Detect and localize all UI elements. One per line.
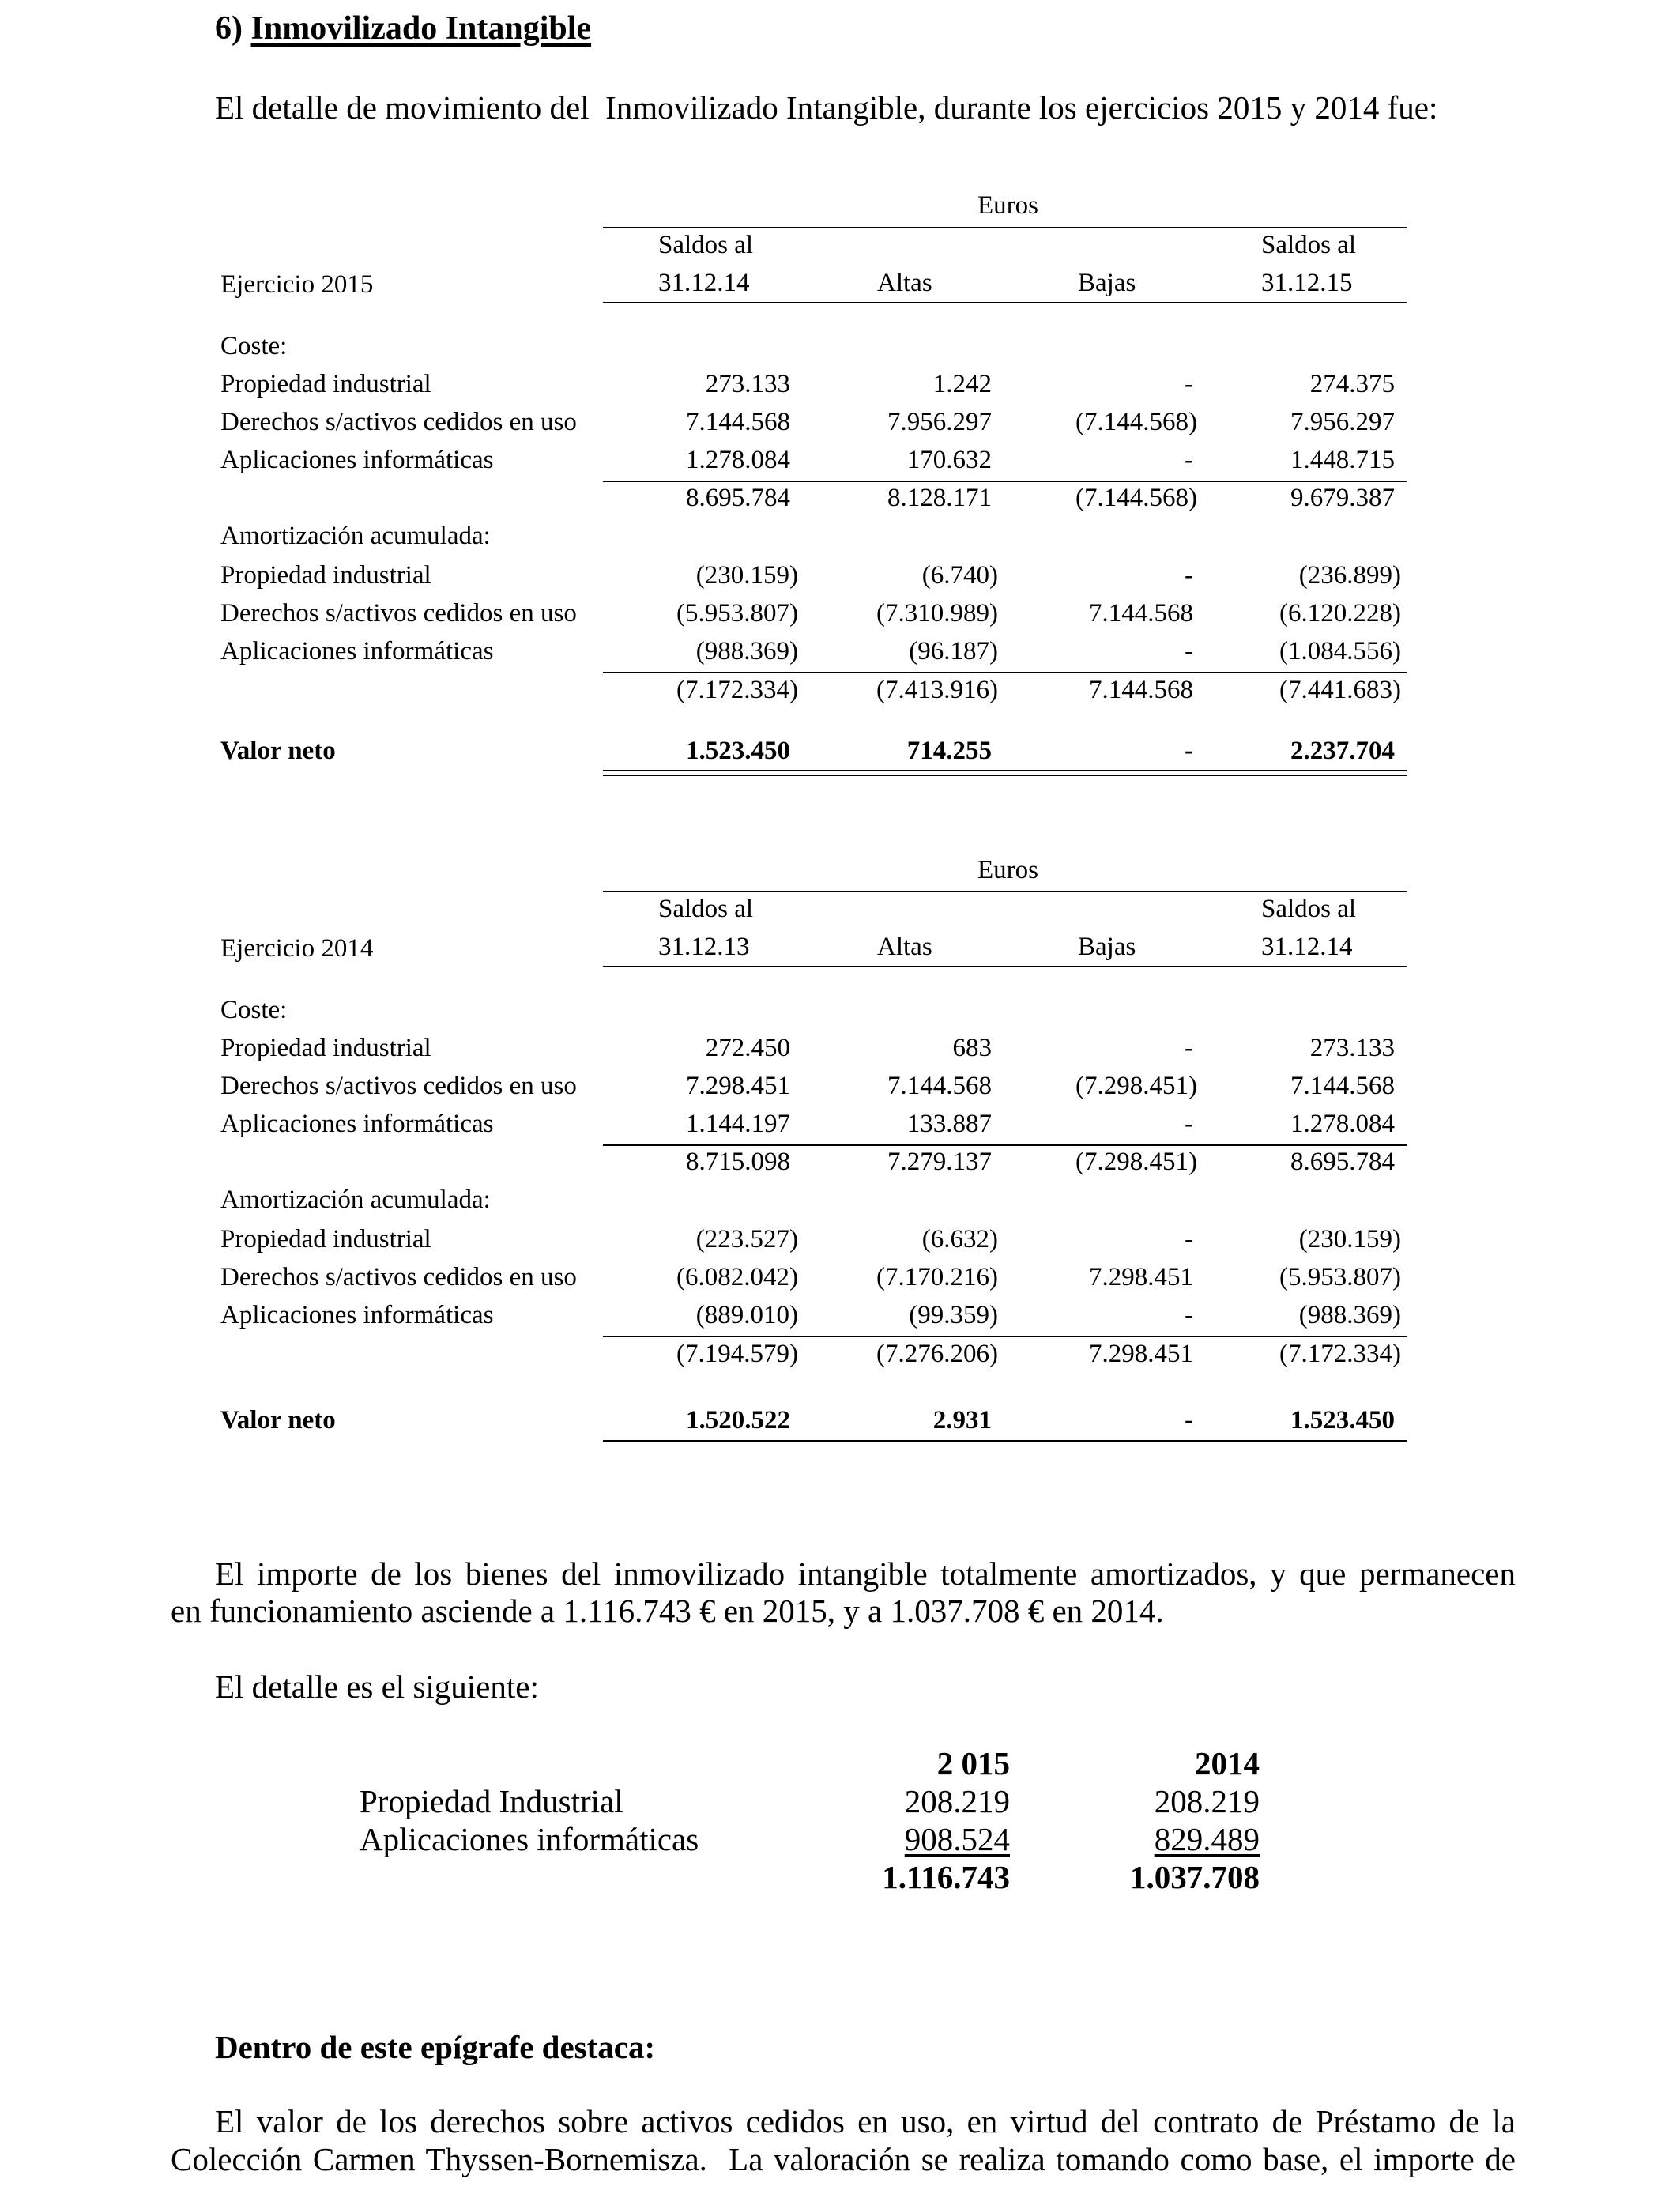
cell: 273.133 <box>705 370 790 398</box>
cell: 1.448.715 <box>1290 446 1395 474</box>
cell: (988.369) <box>695 637 798 665</box>
detail-col-header: 2014 <box>1195 1745 1260 1781</box>
row-label: Derechos s/activos cedidos en uso <box>220 599 577 628</box>
subtotal-cell: 8.695.784 <box>1290 1148 1395 1176</box>
header-bajas: Bajas <box>1078 269 1136 297</box>
cell: (6.082.042) <box>676 1263 798 1291</box>
row-label: Derechos s/activos cedidos en uso <box>220 408 577 436</box>
cell: 7.144.568 <box>1290 1072 1395 1100</box>
net-cell: - <box>1185 737 1193 765</box>
section-title: Inmovilizado Intangible <box>250 10 592 47</box>
cell: - <box>1185 1225 1193 1253</box>
cell: - <box>1185 561 1193 590</box>
cell: 170.632 <box>906 446 992 474</box>
header-altas: Altas <box>877 933 932 961</box>
cell: 7.298.451 <box>1089 1263 1193 1291</box>
header-bajas: Bajas <box>1078 933 1136 961</box>
header-bottom-rule <box>603 966 1407 967</box>
paragraph-rights-line2: Colección Carmen Thyssen-Bornemisza. La valoración se realiza tomando como base, el importe de <box>171 2141 1516 2177</box>
subtotal-cell: 9.679.387 <box>1290 484 1395 512</box>
header-altas: Altas <box>877 269 932 297</box>
cell: 683 <box>952 1034 992 1062</box>
cell: 1.144.197 <box>686 1110 790 1138</box>
cell: 7.956.297 <box>887 408 992 436</box>
row-label: Propiedad industrial <box>220 1225 431 1253</box>
cell: (5.953.807) <box>676 599 798 628</box>
header-date-inicio: 31.12.14 <box>658 269 750 297</box>
header-rule <box>603 891 1407 892</box>
amort-label: Amortización acumulada: <box>220 1186 491 1214</box>
currency-label: Euros <box>977 191 1038 220</box>
subtotal-cell: (7.441.683) <box>1279 676 1401 704</box>
net-cell: 2.931 <box>932 1406 992 1434</box>
coste-label: Coste: <box>220 332 288 360</box>
detail-cell <box>822 1820 1010 1858</box>
header-rule <box>603 227 1407 228</box>
subtotal-cell: (7.413.916) <box>876 676 998 704</box>
row-label: Propiedad industrial <box>220 1034 431 1062</box>
cell: - <box>1185 1301 1193 1329</box>
cell: 273.133 <box>1309 1034 1395 1062</box>
paragraph-amortized-line1: El importe de los bienes del inmovilizado intangible totalmente amortizados, y que permanecen <box>215 1555 1516 1592</box>
header-saldos-inicio: Saldos al <box>658 231 754 259</box>
cell: 7.298.451 <box>686 1072 790 1100</box>
cell: 7.144.568 <box>686 408 790 436</box>
cell: (6.120.228) <box>1279 599 1401 628</box>
header-bottom-rule <box>603 302 1407 303</box>
cell: - <box>1185 1034 1193 1062</box>
detail-cell <box>1075 1820 1260 1858</box>
detail-cell: 208.219 <box>1154 1783 1260 1819</box>
coste-label: Coste: <box>220 996 288 1024</box>
subtotal-cell: (7.276.206) <box>876 1340 998 1368</box>
paragraph-amortized-line2: en funcionamiento asciende a 1.116.743 € en 2015, y a 1.037.708 € en 2014. <box>171 1593 1164 1629</box>
subtotal-cell: 8.695.784 <box>686 484 790 512</box>
cell: - <box>1185 446 1193 474</box>
subtotal-cell: (7.172.334) <box>1279 1340 1401 1368</box>
detail-col-header: 2 015 <box>936 1745 1010 1781</box>
subtotal-cell: 7.279.137 <box>887 1148 992 1176</box>
row-label: Aplicaciones informáticas <box>220 637 494 665</box>
subtotal-cell: (7.298.451) <box>1075 1148 1197 1176</box>
cell: (6.740) <box>921 561 998 590</box>
net-cell: 2.237.704 <box>1290 737 1395 765</box>
cell: (7.298.451) <box>1075 1072 1197 1100</box>
net-cell: 1.523.450 <box>686 737 790 765</box>
detail-row-label: Aplicaciones informáticas <box>360 1821 699 1857</box>
detail-cell: 208.219 <box>904 1783 1010 1819</box>
cell: (5.953.807) <box>1279 1263 1401 1291</box>
cell: (236.899) <box>1298 561 1401 590</box>
cell: (889.010) <box>695 1301 798 1329</box>
double-rule-bottom <box>603 775 1407 776</box>
detail-cell-value: 829.489 <box>1154 1821 1260 1857</box>
detail-cell-value: 908.524 <box>904 1821 1010 1857</box>
subtotal-cell: (7.194.579) <box>676 1340 798 1368</box>
net-label: Valor neto <box>220 737 336 765</box>
net-cell: 714.255 <box>906 737 992 765</box>
cell: (230.159) <box>695 561 798 590</box>
cell: (7.144.568) <box>1075 408 1197 436</box>
row-label: Derechos s/activos cedidos en uso <box>220 1072 577 1100</box>
intro-text: El detalle de movimiento del Inmovilizado Intangible, durante los ejercicios 2015 y 2014 fue: <box>215 89 1438 126</box>
subtotal-rule <box>603 672 1407 673</box>
highlight-heading: Dentro de este epígrafe destaca: <box>215 2029 656 2065</box>
detail-total: 1.116.743 <box>882 1859 1010 1895</box>
exercise-label: Ejercicio 2015 <box>220 270 374 299</box>
header-date-fin: 31.12.15 <box>1261 269 1353 297</box>
cell: (99.359) <box>909 1301 998 1329</box>
cell: - <box>1185 1110 1193 1138</box>
header-saldos-fin: Saldos al <box>1261 231 1357 259</box>
row-label: Propiedad industrial <box>220 561 431 590</box>
cell: 133.887 <box>906 1110 992 1138</box>
cell: 1.278.084 <box>1290 1110 1395 1138</box>
amort-label: Amortización acumulada: <box>220 522 491 550</box>
cell: 7.956.297 <box>1290 408 1395 436</box>
cell: - <box>1185 637 1193 665</box>
double-rule-top <box>603 770 1407 771</box>
cell: (7.310.989) <box>876 599 998 628</box>
cell: - <box>1185 370 1193 398</box>
total-rule <box>603 1440 1407 1442</box>
row-label: Propiedad industrial <box>220 370 431 398</box>
cell: 272.450 <box>705 1034 790 1062</box>
subtotal-cell: (7.144.568) <box>1075 484 1197 512</box>
subtotal-cell: 8.128.171 <box>887 484 992 512</box>
detail-row-label: Propiedad Industrial <box>360 1783 623 1819</box>
cell: (7.170.216) <box>876 1263 998 1291</box>
header-saldos-fin: Saldos al <box>1261 895 1357 923</box>
section-heading <box>215 9 591 47</box>
currency-label: Euros <box>977 856 1038 884</box>
cell: (6.632) <box>921 1225 998 1253</box>
header-date-fin: 31.12.14 <box>1261 933 1353 961</box>
cell: (96.187) <box>909 637 998 665</box>
cell: 1.242 <box>932 370 992 398</box>
header-saldos-inicio: Saldos al <box>658 895 754 923</box>
paragraph-rights-line1: El valor de los derechos sobre activos cedidos en uso, en virtud del contrato de Préstamo de la <box>215 2103 1516 2139</box>
net-cell: - <box>1185 1406 1193 1434</box>
cell: (1.084.556) <box>1279 637 1401 665</box>
header-date-inicio: 31.12.13 <box>658 933 750 961</box>
cell: 274.375 <box>1309 370 1395 398</box>
subtotal-cell: 7.298.451 <box>1089 1340 1193 1368</box>
cell: (223.527) <box>695 1225 798 1253</box>
subtotal-rule <box>603 481 1407 482</box>
cell: (230.159) <box>1298 1225 1401 1253</box>
cell: (988.369) <box>1298 1301 1401 1329</box>
cell: 7.144.568 <box>887 1072 992 1100</box>
subtotal-rule <box>603 1144 1407 1146</box>
row-label: Derechos s/activos cedidos en uso <box>220 1263 577 1291</box>
subtotal-rule <box>603 1336 1407 1337</box>
row-label: Aplicaciones informáticas <box>220 1301 494 1329</box>
net-cell: 1.520.522 <box>686 1406 790 1434</box>
row-label: Aplicaciones informáticas <box>220 1110 494 1138</box>
cell: 7.144.568 <box>1089 599 1193 628</box>
net-label: Valor neto <box>220 1406 336 1434</box>
detail-intro: El detalle es el siguiente: <box>215 1668 539 1705</box>
subtotal-cell: 8.715.098 <box>686 1148 790 1176</box>
subtotal-cell: (7.172.334) <box>676 676 798 704</box>
detail-total: 1.037.708 <box>1130 1859 1260 1895</box>
net-cell: 1.523.450 <box>1290 1406 1395 1434</box>
exercise-label: Ejercicio 2014 <box>220 934 374 963</box>
subtotal-cell: 7.144.568 <box>1089 676 1193 704</box>
cell: 1.278.084 <box>686 446 790 474</box>
row-label: Aplicaciones informáticas <box>220 446 494 474</box>
section-number: 6) <box>215 10 243 47</box>
